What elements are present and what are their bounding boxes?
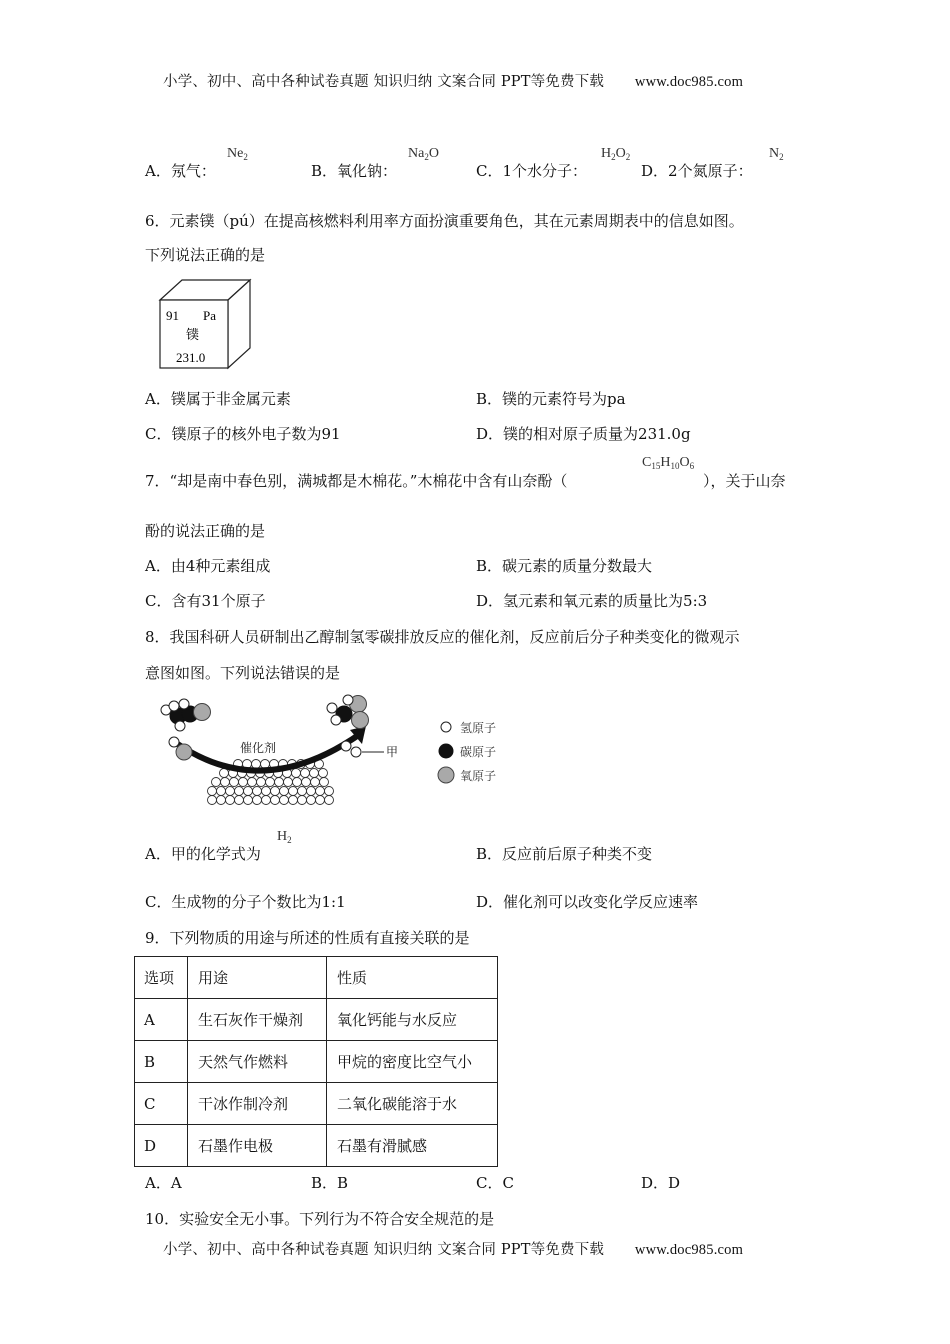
catalyst-atom: [293, 778, 302, 787]
table-cell: B: [135, 1041, 188, 1083]
catalyst-atom: [244, 796, 253, 805]
q7-stem-line1b: ），关于山奈: [703, 472, 786, 490]
q7-formula: $C_{15}H_{10}O_6$: [642, 455, 695, 471]
legend-oxygen-swatch: [438, 767, 454, 783]
q7-stem-line1a: 7．“却是南中春色别，满城都是木棉花。”木棉花中含有山奈酚（: [145, 472, 568, 490]
legend-oxygen: 氧原子: [460, 769, 497, 783]
catalyst-atom: [239, 778, 248, 787]
q7-option-b: B．碳元素的质量分数最大: [476, 557, 653, 575]
table-row: [135, 999, 498, 1041]
q8-option-b: B．反应前后原子种类不变: [476, 845, 653, 863]
catalyst-atom: [289, 796, 298, 805]
legend-carbon: 碳原子: [460, 745, 497, 759]
catalyst-atom: [284, 778, 293, 787]
catalyst-atom: [217, 787, 226, 796]
catalyst-atom: [289, 787, 298, 796]
catalyst-atom: [307, 796, 316, 805]
catalyst-atom: [298, 796, 307, 805]
catalyst-atom: [253, 796, 262, 805]
legend-hydrogen: 氢原子: [460, 721, 497, 735]
q9-option-d: D．D: [641, 1174, 681, 1192]
table-header-cell: 性质: [327, 957, 498, 999]
q5-option-a: A．氖气：: [145, 162, 216, 180]
catalyst-atom: [298, 787, 307, 796]
element-name: 镤: [186, 328, 200, 343]
reaction-diagram: [150, 692, 520, 812]
header-url: www.doc985.com: [634, 74, 744, 90]
q6-option-d: D．镤的相对原子质量为231.0g: [476, 425, 691, 443]
header-text: 小学、初中、高中各种试卷真题 知识归纳 文案合同 PPT等免费下载: [163, 74, 605, 90]
catalyst-atom: [275, 778, 284, 787]
table-cell: D: [135, 1125, 188, 1167]
q5-option-c: C．1个水分子：: [476, 162, 588, 180]
catalyst-atom: [302, 778, 311, 787]
catalyst-atom: [280, 787, 289, 796]
reactant-molecule: [161, 699, 211, 760]
catalyst-atom: [319, 769, 328, 778]
table-cell: 生石灰作干燥剂: [188, 999, 327, 1041]
catalyst-atom: [271, 796, 280, 805]
q10-stem: 10．实验安全无小事。下列行为不符合安全规范的是: [145, 1210, 495, 1228]
catalyst-atom: [226, 796, 235, 805]
legend: [438, 721, 496, 783]
footer-text: 小学、初中、高中各种试卷真题 知识归纳 文案合同 PPT等免费下载: [163, 1242, 605, 1258]
q5-formula-b: $Na_2O$: [408, 146, 439, 162]
catalyst-atom: [230, 778, 239, 787]
catalyst-atom: [271, 787, 280, 796]
catalyst-atom: [325, 796, 334, 805]
table-row: [135, 1125, 498, 1167]
product-molecule: [327, 695, 369, 729]
catalyst-atom: [310, 769, 319, 778]
catalyst-atom: [257, 778, 266, 787]
catalyst-atom: [248, 778, 257, 787]
element-cell-pa: [158, 278, 254, 370]
q8-option-a: A．甲的化学式为: [145, 845, 261, 863]
q8-option-c: C．生成物的分子个数比为1:1: [145, 893, 346, 911]
q6-stem-line1: 6．元素镤（pú）在提高核燃料利用率方面扮演重要角色，其在元素周期表中的信息如图。: [145, 212, 744, 230]
q9-option-b: B．B: [311, 1174, 349, 1192]
catalyst-atom: [262, 787, 271, 796]
q6-option-c: C．镤原子的核外电子数为91: [145, 425, 341, 443]
catalyst-atom: [235, 796, 244, 805]
catalyst-atom: [208, 796, 217, 805]
q8-option-d: D．催化剂可以改变化学反应速率: [476, 893, 699, 911]
table-cell: 二氧化碳能溶于水: [327, 1083, 498, 1125]
footer-url: www.doc985.com: [634, 1242, 744, 1258]
table-row: [135, 1041, 498, 1083]
q7-option-d: D．氢元素和氧元素的质量比为5:3: [476, 592, 708, 610]
q7-option-c: C．含有31个原子: [145, 592, 266, 610]
catalyst-atom: [212, 778, 221, 787]
catalyst-label: 催化剂: [240, 741, 277, 755]
element-mass: 231.0: [176, 350, 206, 365]
catalyst-atom: [262, 796, 271, 805]
catalyst-atom: [261, 760, 270, 769]
table-header-cell: 选项: [135, 957, 188, 999]
table-cell: 天然气作燃料: [188, 1041, 327, 1083]
q9-option-c: C．C: [476, 1174, 514, 1192]
q6-stem-line2: 下列说法正确的是: [145, 246, 266, 264]
catalyst-atom: [280, 796, 289, 805]
catalyst-atom: [316, 787, 325, 796]
catalyst-atom: [220, 769, 229, 778]
table-cell: C: [135, 1083, 188, 1125]
catalyst-atom: [217, 796, 226, 805]
table-cell: 石墨作电极: [188, 1125, 327, 1167]
q9-stem: 9．下列物质的用途与所述的性质有直接关联的是: [145, 929, 470, 947]
q9-table: [134, 956, 498, 1167]
catalyst-atom: [316, 796, 325, 805]
catalyst-atom: [320, 778, 329, 787]
table-header-row: [135, 957, 498, 999]
product-label: 甲: [386, 745, 399, 759]
legend-carbon-swatch: [439, 744, 454, 759]
catalyst-atom: [311, 778, 320, 787]
q7-stem-line2: 酚的说法正确的是: [145, 522, 266, 540]
catalyst-atom: [221, 778, 230, 787]
table-cell: 氧化钙能与水反应: [327, 999, 498, 1041]
table-cell: A: [135, 999, 188, 1041]
q5-formula-a: $Ne_2$: [227, 146, 248, 162]
catalyst-atom: [325, 787, 334, 796]
q6-option-b: B．镤的元素符号为pa: [476, 390, 626, 408]
q8-stem-line2: 意图如图。下列说法错误的是: [145, 664, 341, 682]
catalyst-atom: [253, 787, 262, 796]
q8-formula-a: $H_2$: [277, 829, 292, 845]
catalyst-atom: [244, 787, 253, 796]
hydrogen-molecule: [341, 741, 384, 757]
table-cell: 甲烷的密度比空气小: [327, 1041, 498, 1083]
element-symbol: Pa: [203, 308, 216, 323]
catalyst-atom: [208, 787, 217, 796]
catalyst-atom: [235, 787, 244, 796]
q6-option-a: A．镤属于非金属元素: [145, 390, 291, 408]
table-header-cell: 用途: [188, 957, 327, 999]
table-row: [135, 1083, 498, 1125]
q8-stem-line1: 8．我国科研人员研制出乙醇制氢零碳排放反应的催化剂，反应前后分子种类变化的微观示: [145, 628, 740, 646]
catalyst-atom: [266, 778, 275, 787]
element-number: 91: [166, 308, 179, 323]
page-footer: [163, 1238, 743, 1259]
catalyst-atom: [226, 787, 235, 796]
catalyst-atom: [292, 769, 301, 778]
catalyst-atom: [301, 769, 310, 778]
q5-option-b: B．氧化钠：: [311, 162, 398, 180]
catalyst-atom: [307, 787, 316, 796]
q5-option-d: D．2个氮原子：: [641, 162, 753, 180]
page-header: [163, 70, 743, 91]
q5-formula-d: $N_2$: [769, 146, 784, 162]
legend-hydrogen-swatch: [441, 722, 451, 732]
table-cell: 干冰作制冷剂: [188, 1083, 327, 1125]
catalyst-atom: [252, 760, 261, 769]
table-cell: 石墨有滑腻感: [327, 1125, 498, 1167]
q5-formula-c: $H_2O_2$: [601, 146, 631, 162]
q7-option-a: A．由4种元素组成: [145, 557, 271, 575]
q9-option-a: A．A: [145, 1174, 182, 1192]
